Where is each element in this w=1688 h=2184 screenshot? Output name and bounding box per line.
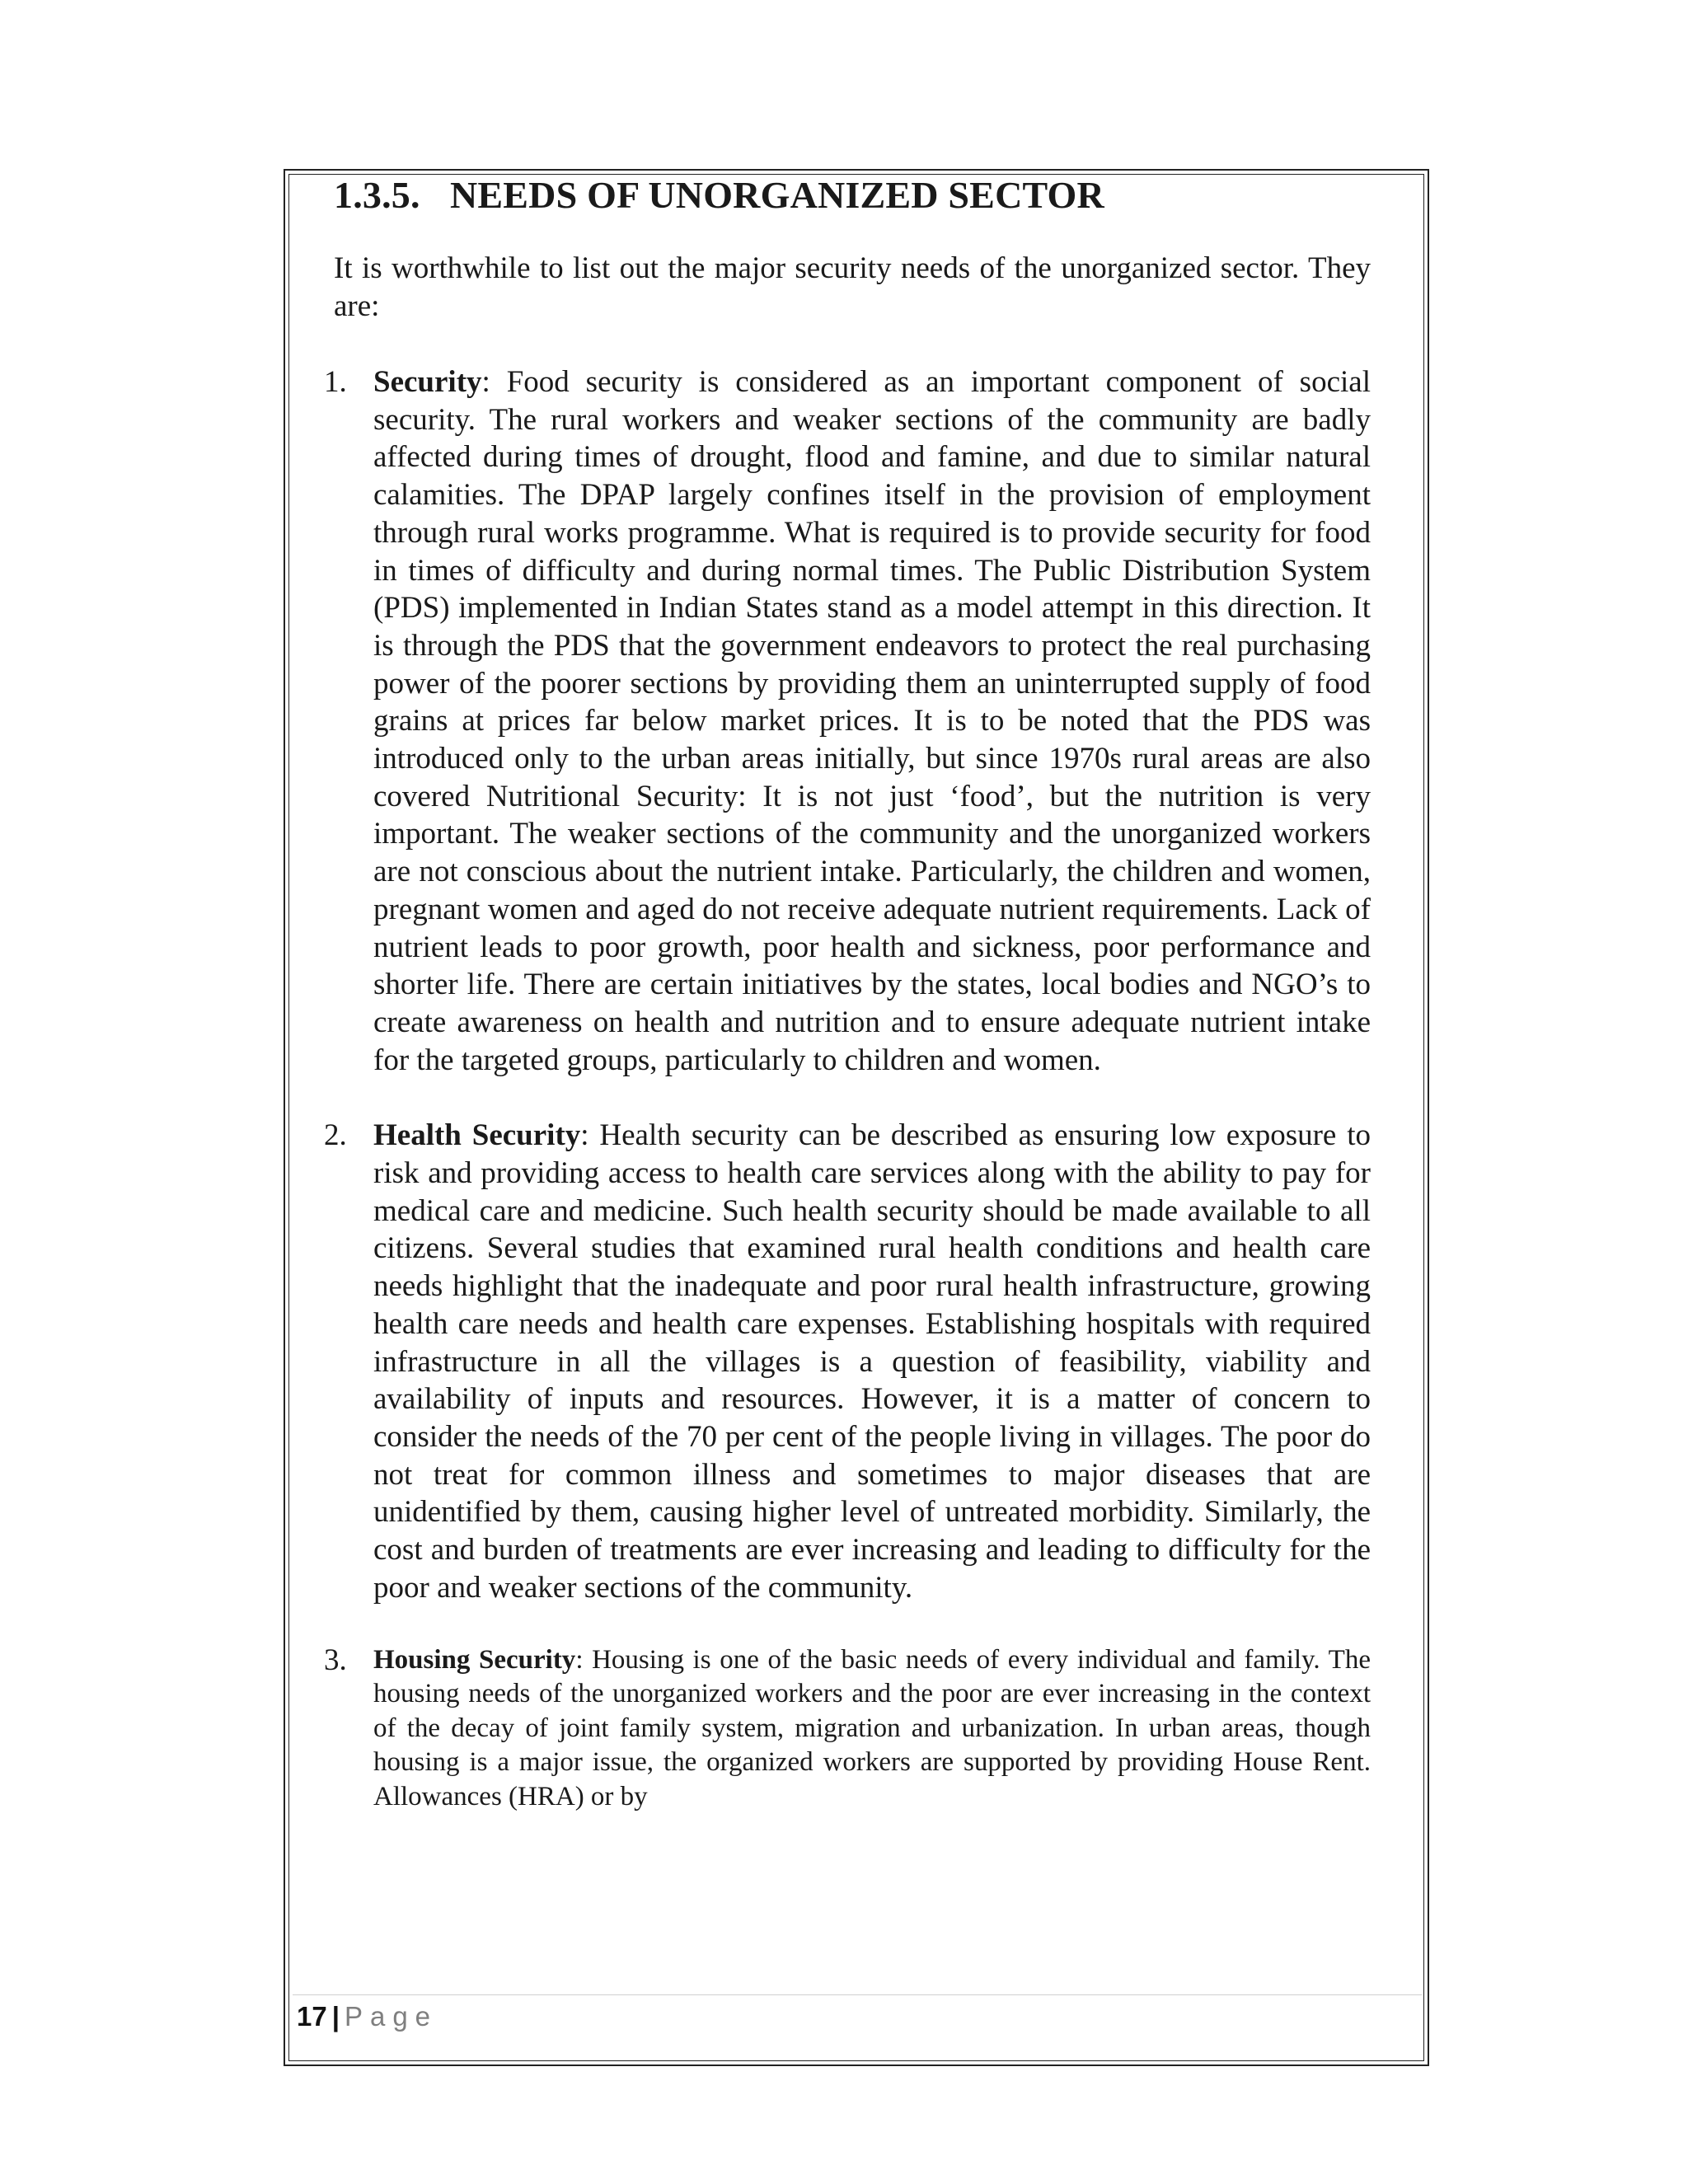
item-label: Health Security bbox=[373, 1118, 581, 1153]
page-content bbox=[324, 173, 1371, 1814]
list-item-food-security bbox=[324, 363, 1371, 1079]
footer-divider bbox=[293, 1994, 1422, 1995]
list-marker: 3. bbox=[324, 1643, 347, 1677]
item-text: : Housing is one of the basic needs of every individual and family. The housing needs of the unorganized workers and the poor are ever increasing in the context of the decay of joint family system, migration and urbanization. In urban areas, though housing is a major issue, the organized workers are supported by providing House Rent. Allowances (HRA) or by bbox=[373, 1644, 1371, 1811]
item-text: : Health security can be described as ensuring low exposure to risk and providing access to health care services along with the ability to pay for medical care and medicine. Such health security should be made available to all citizens. Several studies that examined rural health conditions and health care needs highlight that the inadequate and poor rural health infrastructure, growing health care needs and health care expenses. Establishing hospitals with required infrastructure in all the villages is a question of feasibility, viability and availability of inputs and resources. However, it is a matter of concern to consider the needs of the 70 per cent of the people living in villages. The poor do not treat for common illness and sometimes to major diseases that are unidentified by them, causing higher level of untreated morbidity. Similarly, the cost and burden of treatments are ever increasing and leading to difficulty for the poor and weaker sections of the community. bbox=[373, 1118, 1371, 1605]
section-number: 1.3.5. bbox=[334, 174, 420, 216]
intro-paragraph: It is worthwhile to list out the major security needs of the unorganized sector. They are: bbox=[334, 251, 1371, 323]
section-heading bbox=[334, 173, 1371, 217]
section-title: NEEDS OF UNORGANIZED SECTOR bbox=[450, 174, 1104, 216]
item-text: : Food security is considered as an important component of social security. The rural workers and weaker sections of the community are badly affected during times of drought, flood and famine, and due to similar natural calamities. The DPAP largely confines itself in the provision of employment through rural works programme. What is required is to provide security for food in times of difficulty and during normal times. The Public Distribution System (PDS) implemented in Indian States stand as a model attempt in this direction. It is through the PDS that the government endeavors to protect the real purchasing power of the poorer sections by providing them an uninterrupted supply of food grains at prices far below market prices. It is to be noted that the PDS was introduced only to the urban areas initially, but since 1970s rural areas are also covered Nutritional Security: It is not just ‘food’, but the nutrition is very important. The weaker sections of the community and the unorganized workers are not conscious about the nutrient intake. Particularly, the children and women, pregnant women and aged do not receive adequate nutrient requirements. Lack of nutrient leads to poor growth, poor health and sickness, poor performance and shorter life. There are certain initiatives by the states, local bodies and NGO’s to create awareness on health and nutrition and to ensure adequate nutrient intake for the targeted groups, particularly to children and women. bbox=[373, 365, 1371, 1077]
page-number: 17 bbox=[297, 2001, 327, 2032]
list-item-housing-security bbox=[324, 1643, 1371, 1815]
page-label: Page bbox=[344, 2001, 438, 2032]
list-marker: 2. bbox=[324, 1118, 347, 1153]
footer-separator: | bbox=[331, 2001, 340, 2032]
list-marker: 1. bbox=[324, 365, 347, 399]
page-footer bbox=[297, 2000, 438, 2033]
item-label: Housing Security bbox=[373, 1644, 576, 1675]
list-item-health-security bbox=[324, 1117, 1371, 1606]
item-label: Security bbox=[373, 365, 482, 399]
